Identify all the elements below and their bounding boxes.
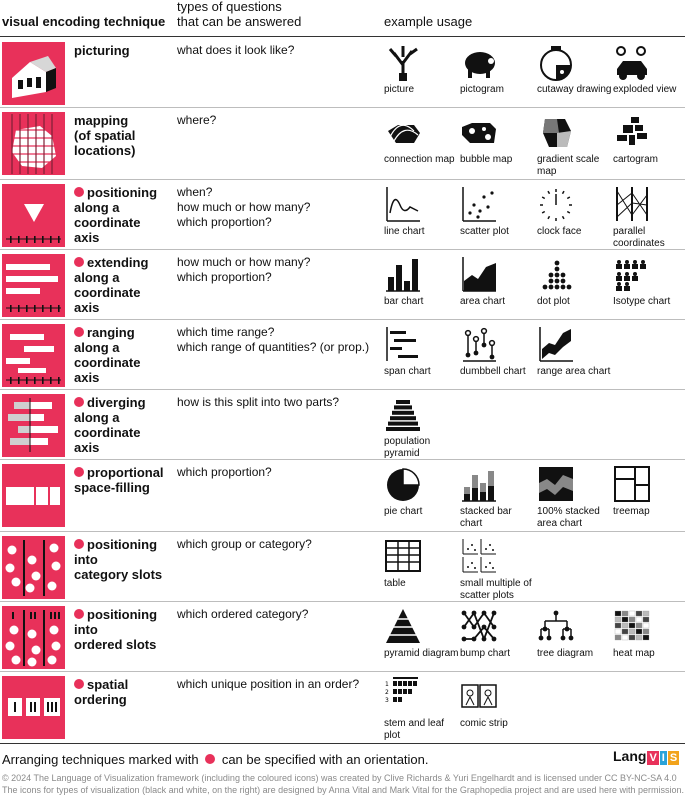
question-text: which proportion? <box>177 465 272 479</box>
orientation-dot-icon <box>74 187 84 197</box>
bubble-map-icon <box>460 113 536 151</box>
copyright-line-1: © 2024 The Language of Visualization framework (including the coloured icons) was created by Clive Richards & Yuri Engelhardt and is licensed under CC BY-NC-SA 4.0 <box>2 773 677 783</box>
header-technique: visual encoding technique <box>2 14 166 29</box>
example-usage <box>613 180 685 250</box>
example-usage <box>460 38 536 96</box>
technique-tile-icon <box>2 464 65 527</box>
example-label: range area chart <box>537 366 611 377</box>
technique-name-line <box>74 480 174 495</box>
technique-row <box>0 320 685 390</box>
technique-name-line <box>74 185 174 200</box>
example-usage <box>384 108 460 166</box>
stem-leaf-icon <box>384 677 460 715</box>
example-usage <box>384 672 460 742</box>
technique-tile-icon <box>2 606 65 669</box>
example-label: scatter plot <box>460 226 509 237</box>
heat-map-icon <box>613 607 685 645</box>
technique-name-line <box>74 440 174 455</box>
header-questions-line1: types of questions <box>177 0 282 14</box>
treemap-icon <box>613 465 685 503</box>
technique-tile-icon <box>2 536 65 599</box>
example-label: tree diagram <box>537 648 594 659</box>
example-usage <box>460 460 536 530</box>
technique-name-text: axis <box>74 230 100 245</box>
question-list <box>177 607 382 622</box>
technique-name-text: axis <box>74 300 100 315</box>
technique-name-text: axis <box>74 370 100 385</box>
area-chart-icon <box>460 255 536 293</box>
question-text: which proportion? <box>177 270 272 284</box>
example-label: dumbbell chart <box>460 366 526 377</box>
technique-name-line <box>74 370 174 385</box>
example-label: bubble map <box>460 154 513 165</box>
example-label: parallel coordinates <box>613 226 665 249</box>
orientation-dot-icon <box>74 397 84 407</box>
technique-name-text: extending <box>87 255 149 270</box>
example-label: pictogram <box>460 84 504 95</box>
technique-name <box>74 325 174 385</box>
bump-chart-icon <box>460 607 536 645</box>
technique-name-line <box>74 465 174 480</box>
example-label: comic strip <box>460 718 508 729</box>
example-usage <box>613 38 685 96</box>
orientation-dot-icon <box>74 609 84 619</box>
technique-row <box>0 38 685 108</box>
technique-name-line <box>74 200 174 215</box>
technique-name-line <box>74 285 174 300</box>
technique-name-text: ranging <box>87 325 135 340</box>
technique-name-line <box>74 395 174 410</box>
question-list <box>177 677 382 692</box>
technique-name-text: along a <box>74 340 120 355</box>
technique-name-line <box>74 43 174 58</box>
pie-chart-icon <box>384 465 460 503</box>
question-list <box>177 113 382 128</box>
technique-name-line <box>74 230 174 245</box>
technique-row <box>0 108 685 178</box>
connection-map-icon <box>384 113 460 151</box>
example-label: pyramid diagram <box>384 648 459 659</box>
example-label: picture <box>384 84 415 95</box>
technique-row <box>0 602 685 672</box>
example-usage <box>537 320 613 378</box>
example-label: table <box>384 578 406 589</box>
example-usage <box>384 38 460 96</box>
technique-tile-icon <box>2 42 65 105</box>
technique-name-line <box>74 552 174 567</box>
row-divider <box>0 319 685 320</box>
pig-icon <box>460 43 536 81</box>
orientation-dot-icon <box>74 679 84 689</box>
example-label: area chart <box>460 296 506 307</box>
example-label: stacked bar chart <box>460 506 512 529</box>
technique-name-text: proportional <box>87 465 164 480</box>
technique-row <box>0 250 685 320</box>
footer-note <box>2 752 429 767</box>
exploded-car-icon <box>613 43 685 81</box>
example-usage <box>537 250 613 308</box>
logo-lang: Lang <box>613 748 647 764</box>
stacked-area-icon <box>537 465 613 503</box>
table-icon <box>384 537 460 575</box>
technique-name-text: coordinate <box>74 425 141 440</box>
row-divider <box>0 671 685 672</box>
technique-name-line <box>74 270 174 285</box>
technique-name-text: picturing <box>74 43 130 58</box>
question-text: when? <box>177 185 213 199</box>
orientation-dot-icon <box>74 327 84 337</box>
gradient-map-icon <box>537 113 613 151</box>
technique-row <box>0 180 685 250</box>
example-label: line chart <box>384 226 425 237</box>
question-text: where? <box>177 113 217 127</box>
technique-name-line <box>74 143 174 158</box>
technique-name-text: space-filling <box>74 480 150 495</box>
technique-name-text: diverging <box>87 395 146 410</box>
technique-name-text: coordinate <box>74 285 141 300</box>
tree-icon <box>384 43 460 81</box>
technique-name-text: category slots <box>74 567 163 582</box>
question-text: how much or how many? <box>177 255 311 269</box>
question-text: which ordered category? <box>177 607 309 621</box>
scatter-plot-icon <box>460 185 536 223</box>
example-usage <box>460 672 536 730</box>
comic-strip-icon <box>460 677 536 715</box>
svg-text:3: 3 <box>385 697 389 704</box>
technique-name-line <box>74 410 174 425</box>
example-usage <box>460 180 536 238</box>
orientation-dot-icon <box>74 467 84 477</box>
dumbbell-icon <box>460 325 536 363</box>
cutaway-icon <box>537 43 613 81</box>
question-list <box>177 465 382 480</box>
pyramid-diagram-icon <box>384 607 460 645</box>
technique-name <box>74 113 174 158</box>
orientation-dot-icon <box>74 539 84 549</box>
question-list <box>177 537 382 552</box>
svg-text:2: 2 <box>385 689 389 696</box>
question-list <box>177 43 382 58</box>
small-multiple-icon <box>460 537 536 575</box>
technique-name-line <box>74 537 174 552</box>
example-usage <box>613 460 685 518</box>
question-text: how much or how many? <box>177 200 311 214</box>
technique-name-text: positioning <box>87 537 158 552</box>
example-usage <box>384 320 460 378</box>
example-label: treemap <box>613 506 650 517</box>
technique-name-text: mapping <box>74 113 129 128</box>
technique-name-text: coordinate <box>74 215 141 230</box>
technique-name <box>74 607 174 652</box>
example-usage <box>460 250 536 308</box>
parallel-coordinates-icon <box>613 185 685 223</box>
example-label: Isotype chart <box>613 296 671 307</box>
header-questions <box>177 0 301 29</box>
example-usage <box>537 602 613 660</box>
technique-name-text: into <box>74 552 98 567</box>
technique-name-text: along a <box>74 410 120 425</box>
technique-name-line <box>74 637 174 652</box>
question-text: which time range? <box>177 325 275 339</box>
clock-face-icon <box>537 185 613 223</box>
question-list <box>177 395 382 410</box>
example-label: cartogram <box>613 154 659 165</box>
example-label: connection map <box>384 154 455 165</box>
orientation-dot-icon <box>74 257 84 267</box>
header-usage: example usage <box>384 14 473 29</box>
example-usage <box>460 108 536 166</box>
example-usage <box>384 390 460 460</box>
example-label: cutaway drawing <box>537 84 612 95</box>
question-list <box>177 185 382 230</box>
technique-name-text: ordering <box>74 692 127 707</box>
technique-name-text: coordinate <box>74 355 141 370</box>
technique-row <box>0 390 685 460</box>
technique-name-text: axis <box>74 440 100 455</box>
example-label: bar chart <box>384 296 424 307</box>
technique-row <box>0 672 685 742</box>
example-label: heat map <box>613 648 655 659</box>
example-label: population pyramid <box>384 436 431 459</box>
orientation-dot-icon <box>205 754 215 764</box>
technique-name-line <box>74 255 174 270</box>
technique-name-line <box>74 340 174 355</box>
technique-name-text: locations) <box>74 143 136 158</box>
footer-divider <box>0 743 685 744</box>
header-divider <box>0 36 685 37</box>
logo-i: I <box>661 752 665 764</box>
example-usage <box>384 180 460 238</box>
question-text: which range of quantities? (or prop.) <box>177 340 370 354</box>
example-usage <box>537 180 613 238</box>
example-label: exploded view <box>613 84 677 95</box>
technique-name-text: along a <box>74 200 120 215</box>
row-divider <box>0 249 685 250</box>
dot-plot-icon <box>537 255 613 293</box>
langvis-logo <box>613 748 679 765</box>
technique-name-line <box>74 622 174 637</box>
technique-name-text: ordered slots <box>74 637 157 652</box>
range-area-icon <box>537 325 613 363</box>
technique-tile-icon <box>2 254 65 317</box>
row-divider <box>0 601 685 602</box>
technique-name-text: spatial <box>87 677 129 692</box>
technique-tile-icon <box>2 184 65 247</box>
bar-chart-icon <box>384 255 460 293</box>
example-label: pie chart <box>384 506 423 517</box>
example-usage <box>613 602 685 660</box>
example-label: dot plot <box>537 296 570 307</box>
population-pyramid-icon <box>384 395 460 433</box>
logo-s: S <box>669 752 678 764</box>
tree-diagram-icon <box>537 607 613 645</box>
technique-name <box>74 465 174 495</box>
header-questions-line2: that can be answered <box>177 14 302 29</box>
stacked-bar-icon <box>460 465 536 503</box>
technique-name-line <box>74 425 174 440</box>
isotype-icon <box>613 255 685 293</box>
technique-name-text: along a <box>74 270 120 285</box>
line-chart-icon <box>384 185 460 223</box>
technique-name-line <box>74 128 174 143</box>
row-divider <box>0 179 685 180</box>
question-list <box>177 255 382 285</box>
example-usage <box>537 108 613 178</box>
technique-name-line <box>74 607 174 622</box>
example-label: span chart <box>384 366 431 377</box>
technique-name-line <box>74 677 174 692</box>
technique-name-line <box>74 325 174 340</box>
example-label: stem and leaf plot <box>384 718 445 741</box>
technique-row <box>0 460 685 530</box>
technique-tile-icon <box>2 394 65 457</box>
example-usage <box>460 320 536 378</box>
technique-name-text: into <box>74 622 98 637</box>
technique-name-line <box>74 215 174 230</box>
example-usage <box>613 250 685 308</box>
technique-name-line <box>74 113 174 128</box>
technique-name-text: (of spatial <box>74 128 136 143</box>
technique-name-text: positioning <box>87 185 158 200</box>
example-usage <box>537 460 613 530</box>
svg-text:1: 1 <box>385 681 389 688</box>
footer-note-text: Arranging techniques marked with <box>2 752 199 767</box>
example-label: clock face <box>537 226 582 237</box>
technique-name-line <box>74 692 174 707</box>
technique-name <box>74 43 174 58</box>
technique-row <box>0 532 685 602</box>
row-divider <box>0 107 685 108</box>
example-usage <box>384 532 460 590</box>
technique-tile-icon <box>2 112 65 175</box>
copyright-line-2: The icons for types of visualization (black and white, on the right) are designed by Anna Vital and Mark Vital for the Graphopedia project and are used here with permission. <box>2 785 685 795</box>
example-label: small multiple of scatter plots <box>460 578 532 601</box>
question-list <box>177 325 382 355</box>
example-usage <box>613 108 685 166</box>
row-divider <box>0 389 685 390</box>
example-label: gradient scale map <box>537 154 600 177</box>
cartogram-icon <box>613 113 685 151</box>
row-divider <box>0 531 685 532</box>
question-text: which proportion? <box>177 215 272 229</box>
technique-name <box>74 537 174 582</box>
example-usage <box>384 250 460 308</box>
technique-tile-icon <box>2 676 65 739</box>
example-label: 100% stacked area chart <box>537 506 600 529</box>
technique-name-text: positioning <box>87 607 158 622</box>
technique-tile-icon <box>2 324 65 387</box>
question-text: how is this split into two parts? <box>177 395 340 409</box>
technique-name-line <box>74 300 174 315</box>
technique-name <box>74 185 174 245</box>
technique-name <box>74 677 174 707</box>
example-usage <box>460 532 536 602</box>
technique-name-line <box>74 567 174 582</box>
example-label: bump chart <box>460 648 511 659</box>
question-text: which group or category? <box>177 537 312 551</box>
question-text: which unique position in an order? <box>177 677 360 691</box>
example-usage <box>460 602 536 660</box>
row-divider <box>0 459 685 460</box>
example-usage <box>537 38 613 96</box>
technique-name-line <box>74 355 174 370</box>
logo-v: V <box>649 752 657 764</box>
technique-name <box>74 255 174 315</box>
example-usage <box>384 460 460 518</box>
example-usage <box>384 602 460 660</box>
footer-note-tail: can be specified with an orientation. <box>221 752 429 767</box>
span-chart-icon <box>384 325 460 363</box>
question-text: what does it look like? <box>177 43 295 57</box>
technique-name <box>74 395 174 455</box>
